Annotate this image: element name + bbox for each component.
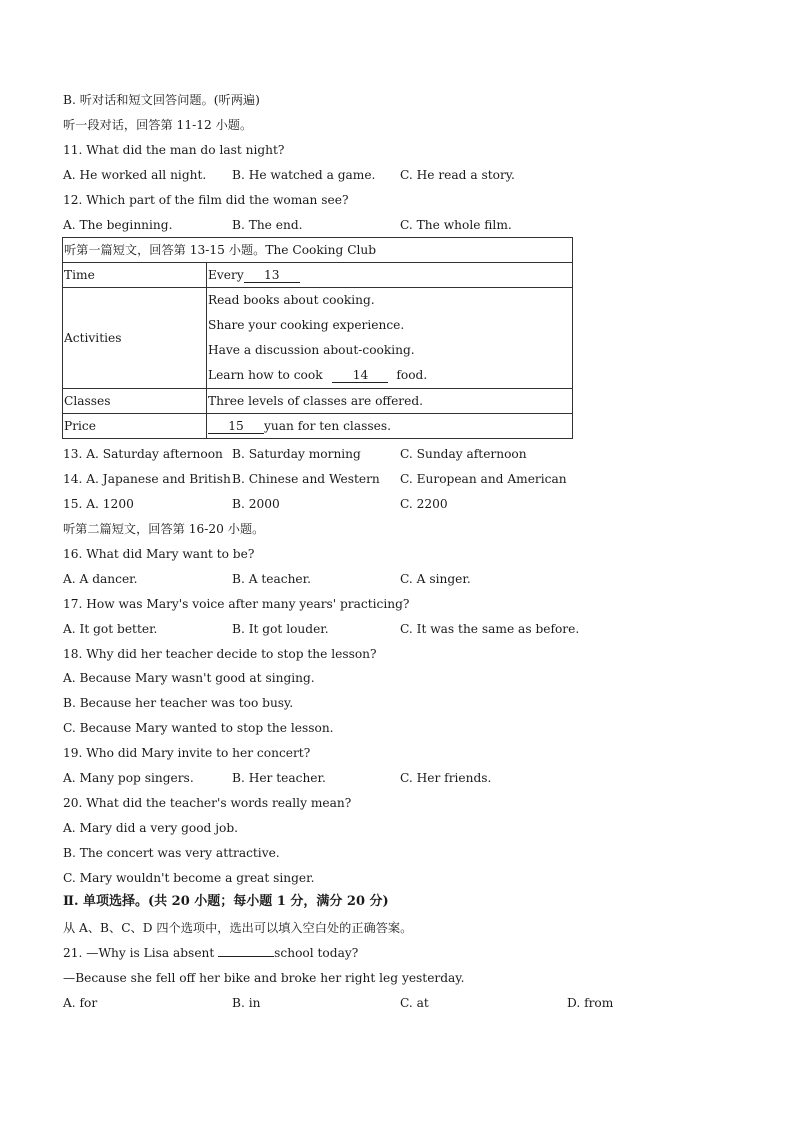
q12-option-a: A. The beginning.	[63, 218, 173, 232]
table-row-activities	[63, 288, 573, 389]
price-suffix: yuan for ten classes.	[264, 419, 391, 433]
activity-4	[208, 363, 571, 388]
q20-option-c: C. Mary wouldn't become a great singer.	[63, 871, 315, 885]
price-label: Price	[63, 414, 207, 439]
blank-14: 14	[332, 368, 388, 383]
q12-option-c: C. The whole film.	[400, 218, 512, 232]
q19-stem: 19. Who did Mary invite to her concert?	[63, 746, 311, 760]
activity-3: Have a discussion about-cooking.	[208, 343, 415, 357]
classes-label: Classes	[63, 389, 207, 414]
activities-value	[207, 288, 573, 389]
q17-option-a: A. It got better.	[63, 622, 158, 636]
q12-stem: 12. Which part of the film did the woman see?	[63, 193, 349, 207]
q11-option-c: C. He read a story.	[400, 168, 515, 182]
q17-stem: 17. How was Mary's voice after many years' practicing?	[63, 597, 410, 611]
passage2-intro: 听第二篇短文，回答第 16-20 小题。	[63, 522, 265, 536]
q20-option-a: A. Mary did a very good job.	[63, 821, 239, 835]
q18-option-a: A. Because Mary wasn't good at singing.	[63, 671, 315, 685]
q16-stem: 16. What did Mary want to be?	[63, 547, 255, 561]
activity-4-prefix: Learn how to cook	[208, 368, 323, 382]
q16-option-c: C. A singer.	[400, 572, 471, 586]
q15-option-b: B. 2000	[232, 497, 280, 511]
blank-15: 15	[208, 419, 264, 434]
time-label: Time	[63, 263, 207, 288]
table-row-classes	[63, 389, 573, 414]
q16-option-a: A. A dancer.	[63, 572, 138, 586]
q21-option-a: A. for	[63, 996, 98, 1010]
q18-option-c: C. Because Mary wanted to stop the lesson.	[63, 721, 334, 735]
section-2-header: Ⅱ. 单项选择。(共 20 小题；每小题 1 分，满分 20 分)	[63, 894, 389, 909]
q18-stem: 18. Why did her teacher decide to stop the lesson?	[63, 647, 377, 661]
table-row-price	[63, 414, 573, 439]
activities-label: Activities	[63, 288, 207, 389]
q14-option-c: C. European and American	[400, 472, 567, 486]
q21-stem	[63, 945, 358, 961]
q20-stem: 20. What did the teacher's words really mean?	[63, 796, 352, 810]
activity-1: Read books about cooking.	[208, 293, 375, 307]
q19-option-c: C. Her friends.	[400, 771, 492, 785]
q12-option-b: B. The end.	[232, 218, 303, 232]
q11-option-b: B. He watched a game.	[232, 168, 376, 182]
q21-blank	[218, 956, 274, 957]
table-title-row	[63, 238, 573, 263]
time-value	[207, 263, 573, 288]
section-b-header: B. 听对话和短文回答问题。(听两遍)	[63, 93, 260, 107]
q20-option-b: B. The concert was very attractive.	[63, 846, 280, 860]
q14-option-a: 14. A. Japanese and British	[63, 472, 231, 486]
q19-option-b: B. Her teacher.	[232, 771, 326, 785]
q14-option-b: B. Chinese and Western	[232, 472, 380, 486]
q21-option-b: B. in	[232, 996, 261, 1010]
q17-option-b: B. It got louder.	[232, 622, 329, 636]
section-2-instruction: 从 A、B、C、D 四个选项中，选出可以填入空白处的正确答案。	[63, 921, 413, 935]
q18-option-b: B. Because her teacher was too busy.	[63, 696, 294, 710]
q21-option-c: C. at	[400, 996, 429, 1010]
q15-option-a: 15. A. 1200	[63, 497, 134, 511]
q19-option-a: A. Many pop singers.	[63, 771, 194, 785]
q13-option-b: B. Saturday morning	[232, 447, 361, 461]
q17-option-c: C. It was the same as before.	[400, 622, 580, 636]
blank-13: 13	[244, 268, 300, 283]
dialogue-intro: 听一段对话，回答第 11-12 小题。	[63, 118, 253, 132]
q21-stem-post: school today?	[274, 946, 359, 960]
q16-option-b: B. A teacher.	[232, 572, 312, 586]
classes-value: Three levels of classes are offered.	[207, 389, 573, 414]
cooking-club-table	[62, 237, 573, 439]
q11-stem: 11. What did the man do last night?	[63, 143, 285, 157]
q21-stem-pre: 21. —Why is Lisa absent	[63, 946, 219, 960]
time-prefix: Every	[208, 268, 244, 282]
q15-option-c: C. 2200	[400, 497, 448, 511]
q11-option-a: A. He worked all night.	[63, 168, 207, 182]
q13-option-c: C. Sunday afternoon	[400, 447, 527, 461]
q13-option-a: 13. A. Saturday afternoon	[63, 447, 223, 461]
q21-reply: —Because she fell off her bike and broke her right leg yesterday.	[63, 971, 465, 985]
table-title: 听第一篇短文，回答第 13-15 小题。The Cooking Club	[63, 238, 573, 263]
table-row-time	[63, 263, 573, 288]
price-value	[207, 414, 573, 439]
activity-4-suffix: food.	[396, 368, 428, 382]
q21-option-d: D. from	[567, 996, 614, 1010]
activity-2: Share your cooking experience.	[208, 318, 405, 332]
